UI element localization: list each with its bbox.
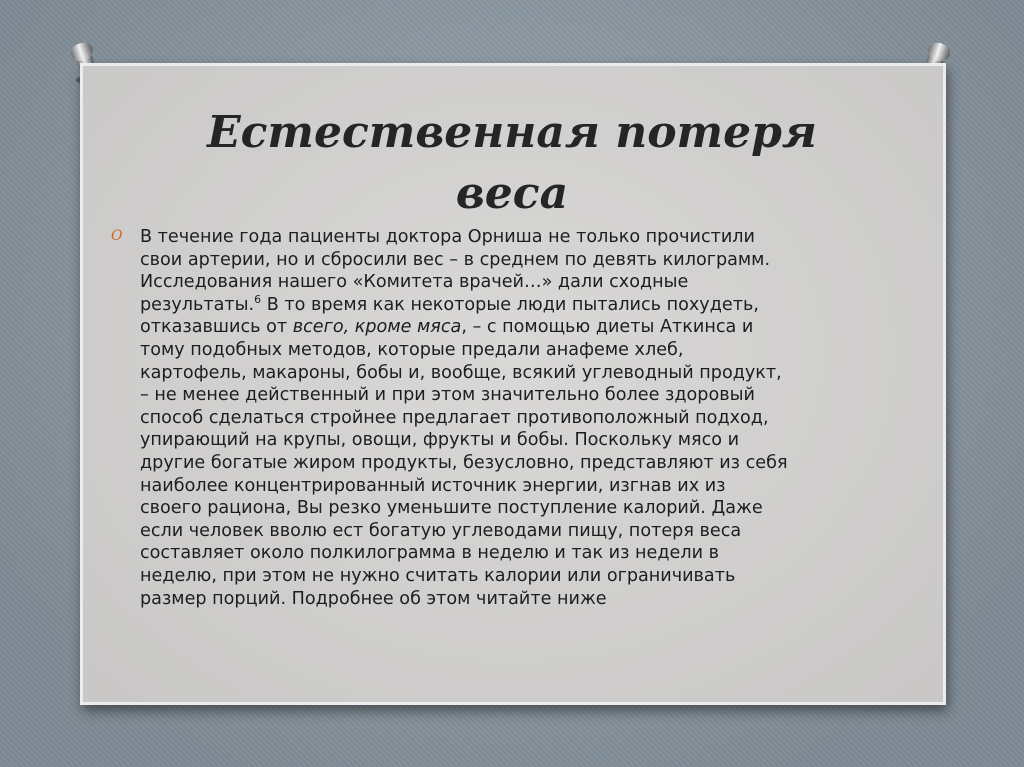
body-text-line: если человек вволю ест богатую углеводами пищу, потеря веса [140, 520, 742, 541]
bullet-marker: O [111, 228, 123, 244]
body-text-line: картофель, макароны, бобы и, вообще, всякий углеводный продукт, [140, 362, 782, 383]
body-text-line: упирающий на крупы, овощи, фрукты и бобы. Поскольку мясо и [140, 430, 740, 451]
slide-title-line-1: Естественная потеря [207, 107, 817, 158]
body-text-line: тому подобных методов, которые предали анафеме хлеб, [140, 339, 684, 360]
body-text-line: способ сделаться стройнее предлагает противоположный подход, [140, 407, 769, 428]
text-run: , – с помощью диеты Аткинса и [461, 317, 754, 338]
body-text-line: составляет около полкилограмма в неделю и так из недели в [140, 543, 719, 564]
body-text-line [140, 316, 930, 339]
text-run: результаты. [140, 294, 255, 315]
body-text-line: свои артерии, но и сбросили вес – в среднем по девять килограмм. [140, 249, 771, 270]
emphasis-text: всего, кроме мяса [292, 317, 462, 338]
body-text-line: другие богатые жиром продукты, безусловно, представляют из себя [140, 452, 788, 473]
body-text-line: В течение года пациенты доктора Орниша не только прочистили [140, 227, 755, 247]
body-text-line [140, 294, 930, 317]
body-text-line: неделю, при этом не нужно считать калории или ограничивать [140, 565, 736, 586]
text-run: В то время как некоторые люди пытались похудеть, [261, 294, 759, 315]
body-text-line: – не менее действенный и при этом значительно более здоровый [140, 385, 755, 406]
body-text-line: наиболее концентрированный источник энергии, изгнав их из [140, 475, 726, 496]
footnote-ref: 6 [254, 292, 262, 306]
body-text-line: размер порций. Подробнее об этом читайте ниже [140, 588, 607, 609]
slide-title-line-2: веса [455, 168, 569, 219]
body-text-line: своего рациона, Вы резко уменьшите поступление калорий. Даже [140, 498, 763, 519]
body-text-line: Исследования нашего «Комитета врачей…» дали сходные [140, 272, 689, 293]
slide-body-text [140, 226, 930, 610]
text-run: отказавшись от [140, 317, 293, 338]
